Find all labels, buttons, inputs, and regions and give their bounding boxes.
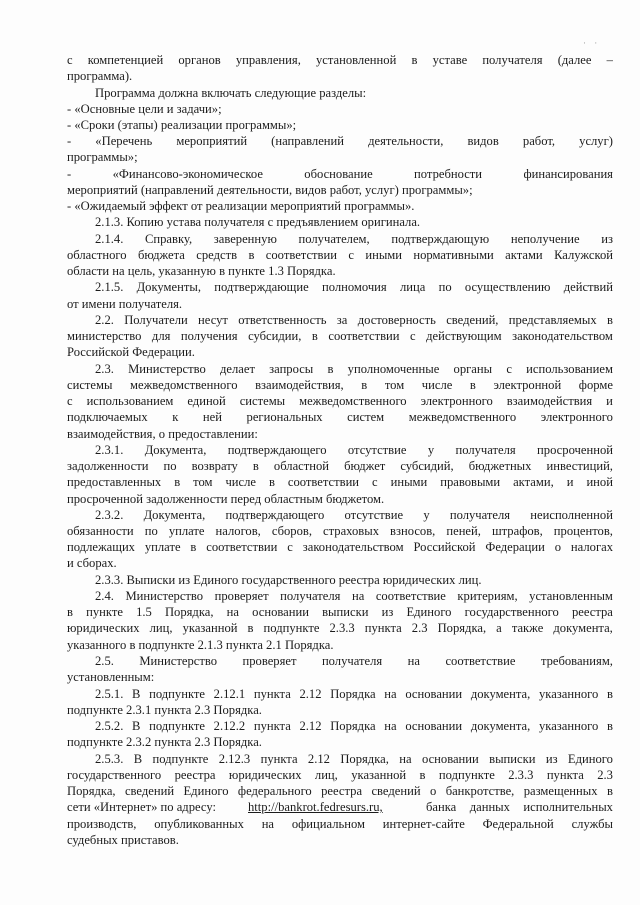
text-line: обязанности по уплате налогов, сборов, страховых взносов, пеней, штрафов, процентов, — [67, 524, 613, 538]
text-line: Российской Федерации. — [67, 345, 195, 359]
text-line: Программа должна включать следующие разделы: — [95, 86, 367, 100]
text-line: 2.3. Министерство делает запросы в уполномоченные органы с использованием — [95, 362, 613, 376]
text-line: от имени получателя. — [67, 297, 183, 311]
text-line: просроченной задолженности перед областным бюджетом. — [67, 492, 385, 506]
text-line: - «Сроки (этапы) реализации программы»; — [67, 118, 297, 132]
text-line: установленным: — [67, 670, 155, 684]
text-line: сети «Интернет» по адресу: — [67, 800, 216, 814]
text-line: 2.5. Министерство проверяет получателя на соответствие требованиям, — [95, 654, 613, 668]
text-line: Порядка, сведений Единого федерального реестра сведений о банкротстве, размещенных в — [67, 784, 613, 798]
text-line: с компетенцией органов управления, установленной в уставе получателя (далее – — [67, 53, 613, 67]
text-line: 2.1.5. Документы, подтверждающие полномочия лица по осуществлению действий — [95, 280, 613, 294]
text-line: банка данных исполнительных — [426, 800, 613, 814]
text-line: 2.3.1. Документа, подтверждающего отсутствие у получателя просроченной — [95, 443, 613, 457]
text-line: государственного реестра юридических лиц, указанной в подпункте 2.3.3 пункта 2.3 — [67, 768, 613, 782]
text-line: областного бюджета средств в соответствии с иными нормативными актами Калужской — [67, 248, 613, 262]
text-line: - «Основные цели и задачи»; — [67, 102, 222, 116]
text-line: 2.2. Получатели несут ответственность за достоверность сведений, представляемых в — [95, 313, 613, 327]
text-line: подпункте 2.3.1 пункта 2.3 Порядка. — [67, 703, 262, 717]
text-line: 2.4. Министерство проверяет получателя на соответствие критериям, установленным — [95, 589, 613, 603]
text-line: программы»; — [67, 150, 138, 164]
text-line: предоставленных в том числе в соответствии с иными правовыми актами, и иной — [67, 475, 613, 489]
text-line: подлежащих уплате в соответствии с законодательством Российской Федерации о налогах — [67, 540, 613, 554]
text-line: 2.1.4. Справку, заверенную получателем, подтверждающую неполучение из — [95, 232, 613, 246]
text-line: 2.3.2. Документа, подтверждающего отсутствие у получателя неисполненной — [95, 508, 613, 522]
text-line: производств, опубликованных на официальном интернет-сайте Федеральной службы — [67, 817, 613, 831]
text-line: 2.1.3. Копию устава получателя с предъявлением оригинала. — [95, 215, 421, 229]
text-line: мероприятий (направлений деятельности, видов работ, услуг) программы»; — [67, 183, 473, 197]
text-line: - «Финансово-экономическое обоснование потребности финансирования — [67, 167, 613, 181]
bankrot-url-link[interactable]: http://bankrot.fedresurs.ru, — [248, 800, 383, 814]
text-line: юридических лиц, указанной в подпункте 2.3.3 пункта 2.3 Порядка, а также документа, — [67, 621, 613, 635]
text-line: подпункте 2.3.2 пункта 2.3 Порядка. — [67, 735, 262, 749]
text-line: указанного в подпункте 2.1.3 пункта 2.1 Порядка. — [67, 638, 334, 652]
corner-mark: · · — [583, 38, 601, 48]
text-line: 2.5.2. В подпункте 2.12.2 пункта 2.12 Порядка на основании документа, указанного в — [95, 719, 613, 733]
text-line: судебных приставов. — [67, 833, 179, 847]
text-line: 2.3.3. Выписки из Единого государственного реестра юридических лиц. — [95, 573, 482, 587]
text-line: министерство для получения субсидии, в соответствии с действующим законодательством — [67, 329, 613, 343]
text-line: и сборах. — [67, 556, 117, 570]
text-line: взаимодействия, о предоставлении: — [67, 427, 258, 441]
text-line: 2.5.1. В подпункте 2.12.1 пункта 2.12 Порядка на основании документа, указанного в — [95, 687, 613, 701]
text-line: 2.5.3. В подпункте 2.12.3 пункта 2.12 Порядка, на основании выписки из Единого — [95, 752, 613, 766]
text-line: - «Перечень мероприятий (направлений деятельности, видов работ, услуг) — [67, 134, 613, 148]
text-line: задолженности по возврату в областной бюджет субсидий, бюджетных инвестиций, — [67, 459, 613, 473]
text-line: подключаемых к ней региональных систем межведомственного электронного — [67, 410, 613, 424]
text-line: области на цель, указанную в пункте 1.3 Порядка. — [67, 264, 336, 278]
text-line: системы межведомственного взаимодействия, в том числе в электронной форме — [67, 378, 613, 392]
text-line: - «Ожидаемый эффект от реализации мероприятий программы». — [67, 199, 415, 213]
text-line: с использованием единой системы межведомственного электронного взаимодействия и — [67, 394, 613, 408]
text-line: в пункте 1.5 Порядка, на основании выписки из Единого государственного реестра — [67, 605, 613, 619]
text-line: программа). — [67, 69, 133, 83]
